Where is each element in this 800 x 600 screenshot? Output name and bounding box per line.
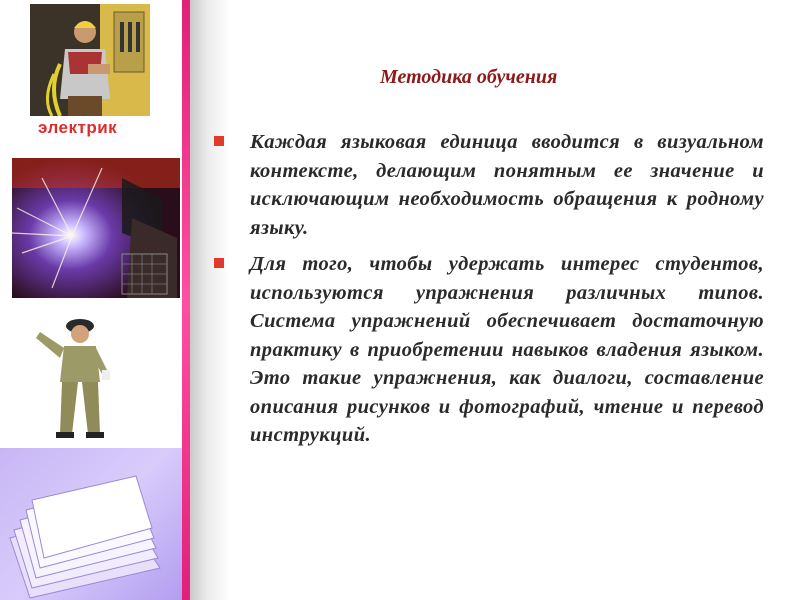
bullet-text: Каждая языковая единица вводится в визуальном контексте, делающим понятным ее значение и исключающим необходимость обращения к родному языку. [250, 131, 764, 239]
worker-figure-photo [30, 312, 140, 442]
paper-stack-photo [0, 448, 182, 600]
welder-photo [12, 158, 180, 298]
bullet-icon [214, 136, 224, 146]
image-label: электрик [38, 118, 118, 137]
image-column [0, 0, 190, 600]
list-item [214, 250, 764, 450]
electrician-photo [30, 4, 150, 116]
list-item [214, 128, 764, 242]
bullet-list [214, 128, 764, 458]
bullet-icon [214, 258, 224, 268]
accent-strip [182, 0, 190, 600]
bullet-text: Для того, чтобы удержать интерес студентов, используются упражнения различных типов. Система упражнений обеспечивает достаточную практику в приобретении навыков владения языком. Это такие упражнения, как диалоги, составление описания рисунков и фотографий, чтение и перевод инструкций. [250, 253, 764, 446]
slide-title: Методика обучения [380, 66, 558, 88]
